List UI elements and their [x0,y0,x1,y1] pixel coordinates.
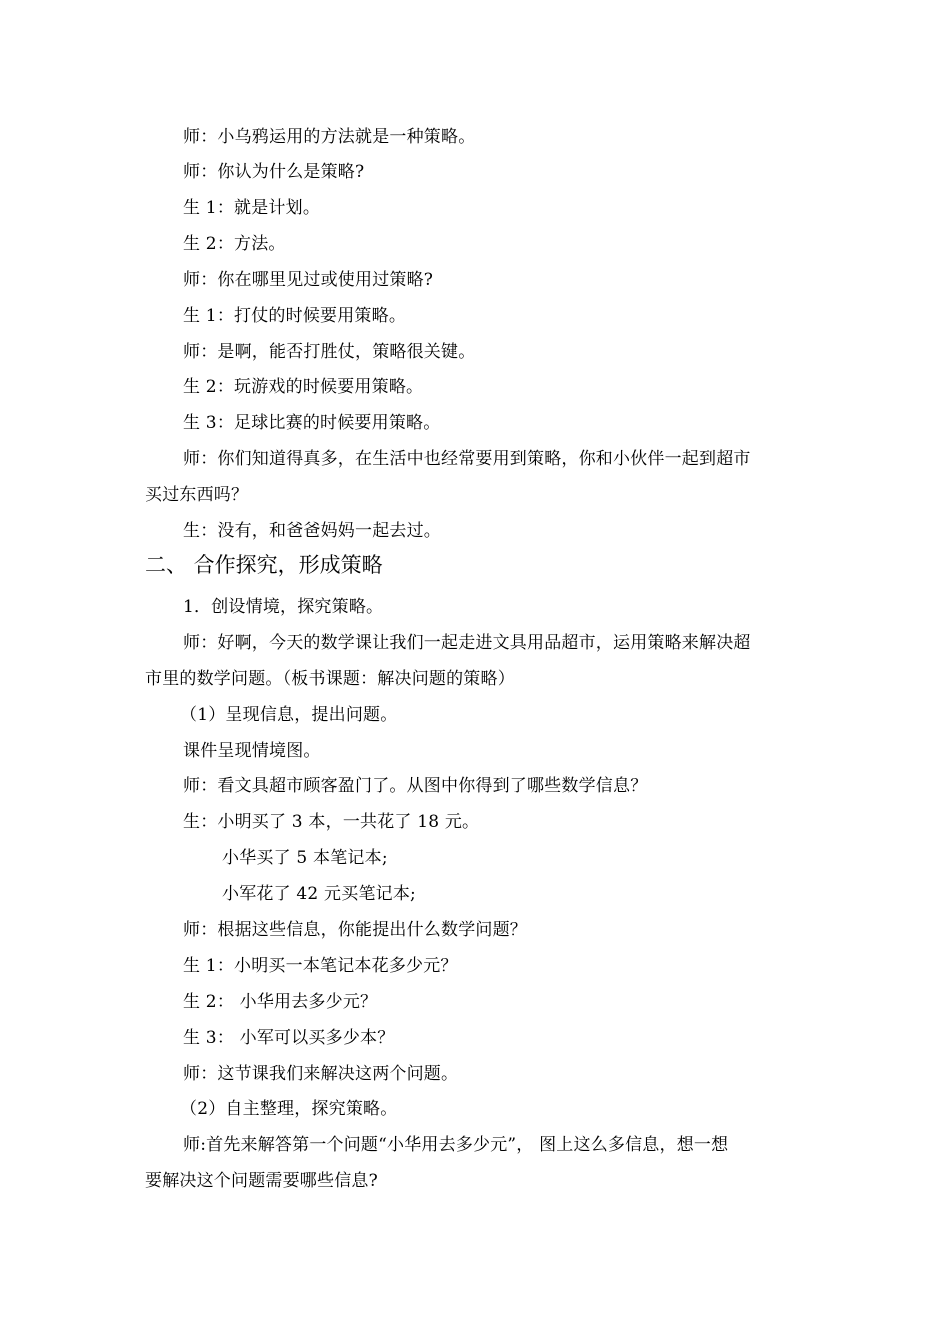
dialogue-line: 师：根据这些信息，你能提出什么数学问题？ [183,920,527,940]
dialogue-line-continued: 买过东西吗？ [145,485,249,505]
dialogue-line-continued: 小军花了 42 元买笔记本; [222,884,416,904]
subsection-heading: 1．创设情境，探究策略。 [183,597,384,617]
dialogue-line-continued: 要解决这个问题需要哪些信息? [145,1171,378,1191]
dialogue-line: 师：这节课我们来解决这两个问题。 [183,1064,459,1084]
dialogue-line: 师：你认为什么是策略? [183,162,365,182]
dialogue-line: 师：你在哪里见过或使用过策略? [183,270,434,290]
dialogue-line: 生 3：足球比赛的时候要用策略。 [183,413,441,433]
dialogue-line: 生：没有，和爸爸妈妈一起去过。 [183,521,441,541]
dialogue-line: 课件呈现情境图。 [183,741,321,761]
dialogue-line: 生 3： 小军可以买多少本？ [183,1028,395,1048]
dialogue-line: 师：小乌鸦运用的方法就是一种策略。 [183,127,476,147]
dialogue-line: 生：小明买了 3 本，一共花了 18 元。 [183,812,480,832]
dialogue-line: 生 2：方法。 [183,234,286,254]
dialogue-line: 师：好啊，今天的数学课让我们一起走进文具用品超市，运用策略来解决超 [183,633,751,653]
dialogue-line: 师:首先来解答第一个问题“小华用去多少元”， 图上这么多信息，想一想 [183,1135,729,1155]
dialogue-line: 师：你们知道得真多，在生活中也经常要用到策略，你和小伙伴一起到超市 [183,449,751,469]
dialogue-line: 生 1：打仗的时候要用策略。 [183,306,407,326]
dialogue-line: 生 2：玩游戏的时候要用策略。 [183,377,424,397]
section-heading: 二、 合作探究，形成策略 [145,553,383,577]
dialogue-line: 生 1：就是计划。 [183,198,321,218]
dialogue-line-continued: 市里的数学问题。（板书课题：解决问题的策略） [145,669,515,689]
step-heading: （1）呈现信息，提出问题。 [180,705,398,725]
dialogue-line-continued: 小华买了 5 本笔记本; [222,848,388,868]
dialogue-line: 师：看文具超市顾客盈门了。从图中你得到了哪些数学信息？ [183,776,648,796]
dialogue-line: 生 1：小明买一本笔记本花多少元？ [183,956,458,976]
dialogue-line: 师：是啊，能否打胜仗，策略很关键。 [183,342,476,362]
dialogue-line: 生 2： 小华用去多少元？ [183,992,378,1012]
step-heading: （2）自主整理，探究策略。 [180,1099,398,1119]
